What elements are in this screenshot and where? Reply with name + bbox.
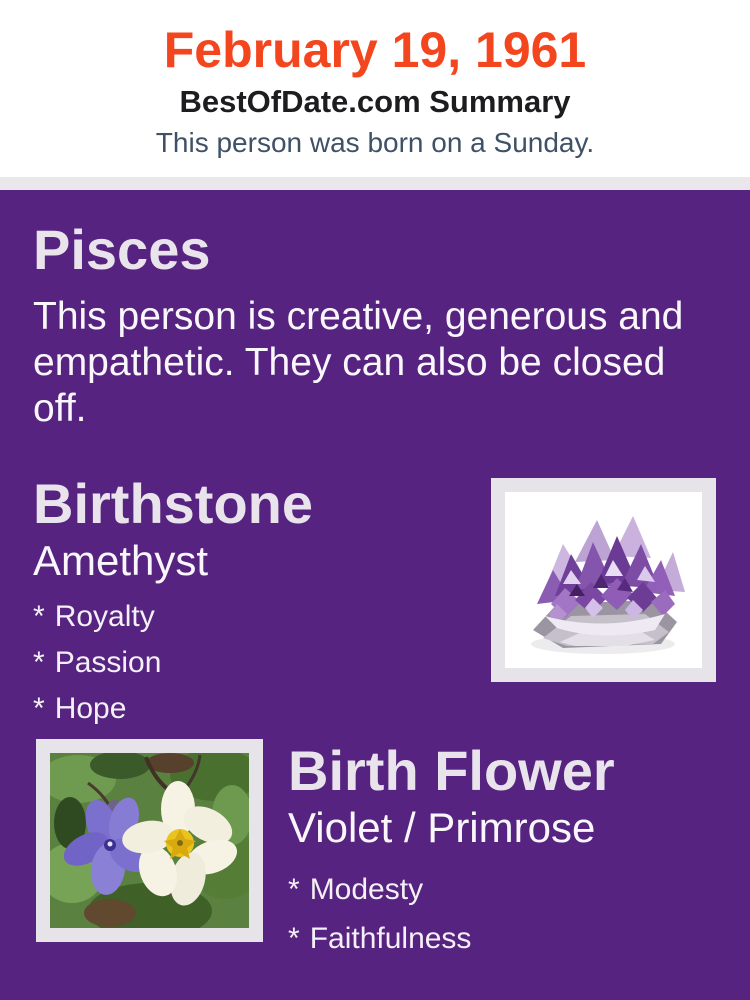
birthstone-trait-label: Royalty <box>54 600 155 634</box>
birth-flower-trait-list <box>288 873 615 957</box>
birth-flower-heading: Birth Flower <box>288 739 615 802</box>
birth-flower-section <box>288 739 615 971</box>
zodiac-section <box>0 190 750 432</box>
summary-panel <box>0 190 750 1000</box>
birth-flower-trait <box>288 922 615 957</box>
birthstone-trait-label: Hope <box>54 691 127 725</box>
violet-primrose-photo <box>36 739 263 942</box>
bullet-star-icon: * <box>33 691 45 725</box>
birthstone-section <box>0 432 480 727</box>
birthstone-trait <box>33 646 447 681</box>
amethyst-photo <box>491 478 716 682</box>
birth-flower-name: Violet / Primrose <box>288 804 596 851</box>
birthstone-trait-list <box>33 600 447 726</box>
bullet-star-icon: * <box>288 873 300 907</box>
violet-primrose-illustration <box>50 753 249 928</box>
zodiac-description: This person is creative, generous and empathetic. They can also be closed off. <box>33 295 684 431</box>
birthstone-trait <box>33 600 447 635</box>
birthstone-trait <box>33 692 447 727</box>
divider-band <box>0 177 750 190</box>
birth-flower-trait <box>288 873 615 908</box>
birth-flower-trait-label: Modesty <box>309 873 424 907</box>
zodiac-sign-heading: Pisces <box>33 218 211 281</box>
birthstone-name: Amethyst <box>33 537 209 585</box>
amethyst-crystal-illustration <box>505 492 702 668</box>
birthstone-heading: Birthstone <box>33 472 313 536</box>
site-summary-title: BestOfDate.com Summary <box>179 83 571 119</box>
birthstone-trait-label: Passion <box>54 646 162 680</box>
birth-flower-trait-label: Faithfulness <box>309 921 472 955</box>
bullet-star-icon: * <box>33 600 45 634</box>
header <box>0 0 750 159</box>
date-title: February 19, 1961 <box>163 22 587 78</box>
bullet-star-icon: * <box>288 921 300 955</box>
bullet-star-icon: * <box>33 646 45 680</box>
born-day-note: This person was born on a Sunday. <box>155 126 595 158</box>
